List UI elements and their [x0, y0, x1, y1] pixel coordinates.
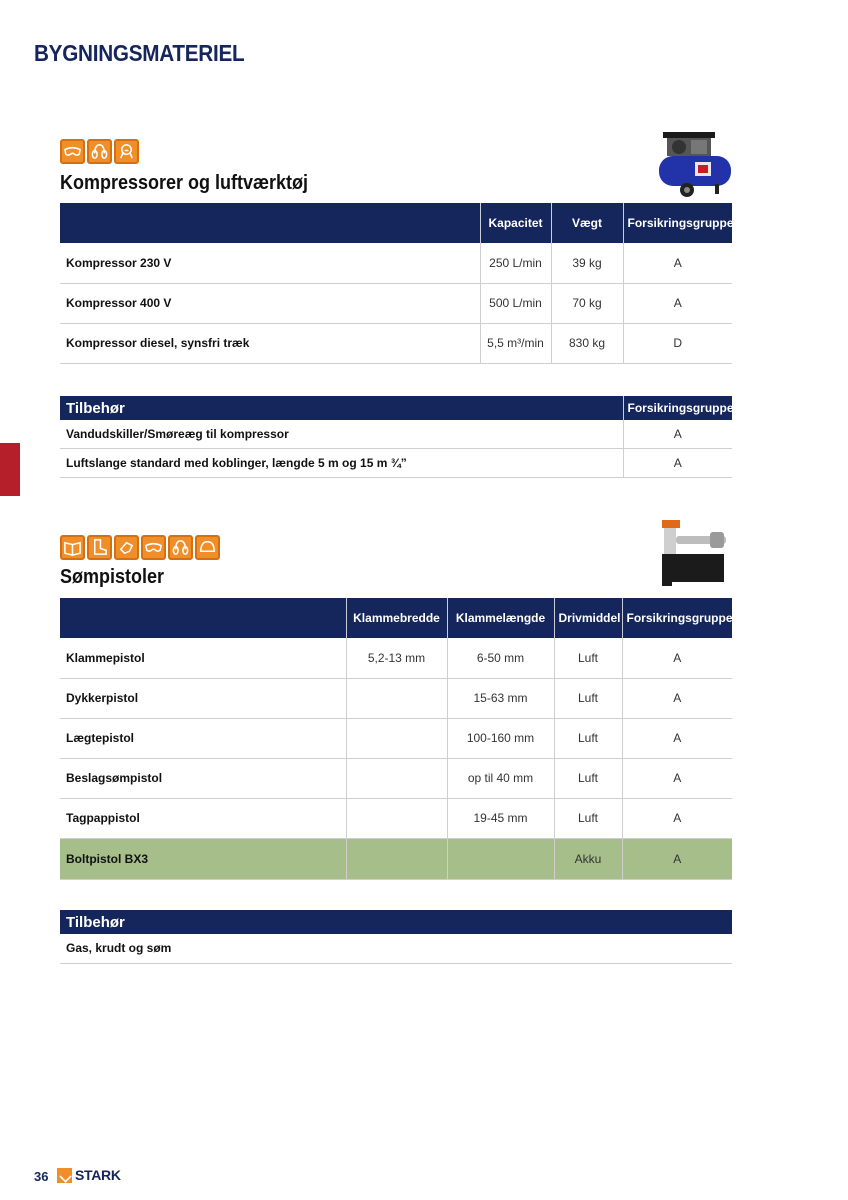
row-group: A [622, 638, 732, 678]
row-drive: Luft [554, 798, 622, 838]
compressor-safety-icons [60, 139, 139, 164]
row-name: Boltpistol BX3 [60, 838, 346, 879]
row-name: Beslagsømpistol [60, 758, 346, 798]
compressor-section-title: Kompressorer og luftværktøj [60, 172, 309, 194]
row-weight: 39 kg [551, 243, 623, 283]
col-header-name [60, 203, 480, 243]
accessories-header [60, 396, 732, 420]
row-name: Vandudskiller/Smøreæg til kompressor [60, 420, 623, 448]
row-name: Tagpappistol [60, 798, 346, 838]
row-width [346, 718, 447, 758]
row-name: Kompressor 230 V [60, 243, 480, 283]
page-number: 36 [34, 1169, 49, 1184]
col-header-name [60, 598, 346, 638]
table-row [60, 678, 732, 718]
table-row [60, 323, 732, 363]
row-group: A [623, 243, 732, 283]
row-weight: 830 kg [551, 323, 623, 363]
safety-goggles-icon [141, 535, 166, 560]
table-row [60, 638, 732, 678]
table-row [60, 718, 732, 758]
page-header: BYGNINGSMATERIEL [34, 40, 245, 66]
row-width [346, 798, 447, 838]
nailgun-product-image [656, 518, 732, 588]
ear-protection-icon [87, 139, 112, 164]
respirator-mask-icon [114, 139, 139, 164]
table-row [60, 934, 732, 963]
row-drive: Luft [554, 758, 622, 798]
row-drive: Luft [554, 678, 622, 718]
col-header-insurance-group: Forsikringsgruppe [623, 396, 732, 420]
manual-book-icon [60, 535, 85, 560]
row-group: A [623, 420, 732, 448]
nailgun-table [60, 598, 732, 880]
nailgun-section-title: Sømpistoler [60, 566, 165, 588]
ear-protection-icon [168, 535, 193, 560]
row-group: A [623, 448, 732, 477]
row-group: A [622, 678, 732, 718]
nailgun-accessories-table [60, 910, 732, 964]
row-length: 19-45 mm [447, 798, 554, 838]
row-weight: 70 kg [551, 283, 623, 323]
compressor-table-header [60, 203, 732, 243]
row-capacity: 5,5 m³/min [480, 323, 551, 363]
row-length: 15-63 mm [447, 678, 554, 718]
gloves-icon [114, 535, 139, 560]
row-name: Gas, krudt og søm [60, 934, 732, 963]
row-length: op til 40 mm [447, 758, 554, 798]
table-row [60, 420, 732, 448]
helmet-icon [195, 535, 220, 560]
compressor-table [60, 203, 732, 364]
col-header-capacity: Kapacitet [480, 203, 551, 243]
row-drive: Luft [554, 638, 622, 678]
row-width [346, 678, 447, 718]
stark-logo [57, 1167, 121, 1183]
stark-logo-icon [57, 1168, 72, 1183]
section-tab-marker [0, 443, 20, 496]
col-header-insurance-group: Forsikringsgruppe [622, 598, 732, 638]
row-group: A [622, 838, 732, 879]
row-name: Dykkerpistol [60, 678, 346, 718]
accessories-title: Tilbehør [60, 910, 732, 934]
nailgun-safety-icons [60, 535, 220, 560]
compressor-accessories-table [60, 396, 732, 478]
table-row [60, 758, 732, 798]
row-group: A [623, 283, 732, 323]
row-name: Lægtepistol [60, 718, 346, 758]
col-header-staple-width: Klammebredde [346, 598, 447, 638]
table-row [60, 243, 732, 283]
row-length: 6-50 mm [447, 638, 554, 678]
row-width [346, 758, 447, 798]
row-drive: Luft [554, 718, 622, 758]
row-name: Kompressor 400 V [60, 283, 480, 323]
table-row [60, 283, 732, 323]
table-row [60, 448, 732, 477]
accessories-title: Tilbehør [60, 396, 623, 420]
nailgun-table-header [60, 598, 732, 638]
col-header-drive: Drivmiddel [554, 598, 622, 638]
row-group: A [622, 718, 732, 758]
col-header-weight: Vægt [551, 203, 623, 243]
safety-goggles-icon [60, 139, 85, 164]
row-length: 100-160 mm [447, 718, 554, 758]
row-name: Kompressor diesel, synsfri træk [60, 323, 480, 363]
table-row-highlighted [60, 838, 732, 879]
compressor-product-image [655, 128, 735, 200]
row-width: 5,2-13 mm [346, 638, 447, 678]
row-name: Luftslange standard med koblinger, længde 5 m og 15 m ¾” [60, 448, 623, 477]
row-capacity: 250 L/min [480, 243, 551, 283]
row-length [447, 838, 554, 879]
col-header-staple-length: Klammelængde [447, 598, 554, 638]
accessories-header [60, 910, 732, 934]
table-row [60, 798, 732, 838]
col-header-insurance-group: Forsikringsgruppe [623, 203, 732, 243]
row-group: D [623, 323, 732, 363]
row-capacity: 500 L/min [480, 283, 551, 323]
row-name: Klammepistol [60, 638, 346, 678]
safety-boots-icon [87, 535, 112, 560]
row-width [346, 838, 447, 879]
row-drive: Akku [554, 838, 622, 879]
row-group: A [622, 758, 732, 798]
row-group: A [622, 798, 732, 838]
stark-brand-text: STARK [75, 1167, 121, 1183]
